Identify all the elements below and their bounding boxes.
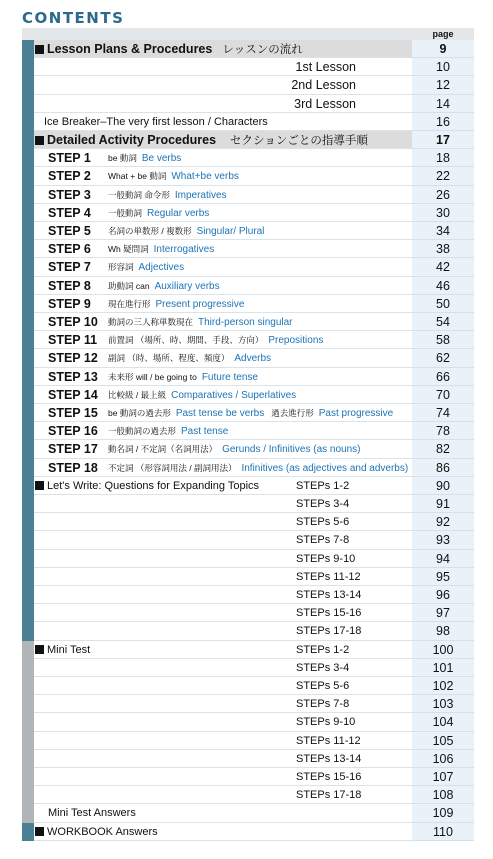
entry-content [34, 641, 412, 659]
entry-content [34, 113, 412, 131]
step-japanese: be 動詞 [108, 153, 137, 164]
heading-japanese: レッスンの流れ [222, 44, 303, 56]
heading-japanese: セクションごとの指導手順 [230, 135, 368, 147]
toc-row-ice-breaker[interactable] [22, 113, 474, 131]
section-bar [22, 641, 34, 659]
section-bar [22, 368, 34, 386]
step-english: Comparatives / Superlatives [171, 389, 297, 401]
page-title: CONTENTS [22, 9, 125, 27]
toc-row-lets-write[interactable] [22, 568, 474, 586]
section-bar [22, 204, 34, 222]
step-english: Present progressive [155, 298, 245, 310]
entry-content [34, 149, 412, 167]
entry-content [34, 459, 412, 477]
toc-row-step[interactable] [22, 386, 474, 404]
mini-test-heading [35, 641, 90, 659]
step-label: STEP 12 [48, 351, 98, 366]
step-range: STEPs 17-18 [296, 625, 362, 638]
section-bar [22, 149, 34, 167]
page-number: 107 [412, 768, 474, 786]
toc-row-mini-test[interactable] [22, 732, 474, 750]
entry-content [34, 131, 412, 149]
page-number: 38 [412, 240, 474, 258]
section-bar [22, 113, 34, 131]
step-description [108, 222, 264, 241]
heading-text: Let's Write: Questions for Expanding Topics [47, 479, 260, 492]
page-number: 26 [412, 186, 474, 204]
page-number: 17 [412, 131, 474, 149]
toc-row-step[interactable] [22, 167, 474, 185]
step-range: STEPs 5-6 [296, 516, 350, 529]
step-range: STEPs 7-8 [296, 698, 350, 711]
black-square-bullet-icon [35, 645, 44, 654]
step-label: STEP 1 [48, 151, 91, 166]
page-number: 9 [412, 40, 474, 58]
page-number: 62 [412, 349, 474, 367]
entry-content [34, 568, 412, 586]
toc-row-mini-test[interactable] [22, 768, 474, 786]
toc-row-lets-write[interactable] [22, 477, 474, 495]
step-description [108, 386, 296, 405]
step-range: STEPs 7-8 [296, 534, 350, 547]
step-english: Past tense be verbs [175, 408, 265, 419]
step-label: STEP 9 [48, 296, 91, 311]
toc-row-lesson[interactable] [22, 76, 474, 94]
step-description [108, 186, 227, 205]
entry-content [34, 277, 412, 295]
step-description [108, 313, 293, 332]
entry-content [34, 204, 412, 222]
entry-content [34, 513, 412, 531]
toc-row-step[interactable] [22, 186, 474, 204]
heading-text: Mini Test [47, 643, 91, 656]
entry-content [34, 786, 412, 804]
section-bar [22, 550, 34, 568]
page-number: 104 [412, 713, 474, 731]
step-range: STEPs 15-16 [296, 607, 362, 620]
section-bar [22, 786, 34, 804]
step-english: Imperatives [174, 189, 227, 201]
step-range: STEPs 17-18 [296, 789, 362, 802]
section-bar [22, 677, 34, 695]
step-japanese: What + be 動詞 [108, 171, 167, 182]
entry-content [34, 659, 412, 677]
entry-content [34, 186, 412, 204]
entry-content [34, 750, 412, 768]
section-bar [22, 695, 34, 713]
section-bar [22, 422, 34, 440]
section-bar [22, 167, 34, 185]
step-english: Adjectives [138, 262, 185, 274]
step-label: STEP 7 [48, 260, 91, 275]
page-number: 22 [412, 167, 474, 185]
step-label: STEP 8 [48, 278, 91, 293]
step-japanese: 前置詞 （場所、時、期間、手段、方向） [108, 335, 264, 346]
step-range: STEPs 1-2 [296, 479, 350, 492]
page-number: 74 [412, 404, 474, 422]
section-bar [22, 240, 34, 258]
step-japanese: 一般動詞 命令形 [108, 189, 170, 200]
toc-row-step[interactable] [22, 368, 474, 386]
entry-content [34, 76, 412, 94]
page-number: 12 [412, 76, 474, 94]
toc-row-lets-write[interactable] [22, 586, 474, 604]
section-bar [22, 732, 34, 750]
toc-row-mini-test[interactable] [22, 659, 474, 677]
step-description [108, 295, 244, 314]
page-number: 100 [412, 641, 474, 659]
entry-content [34, 440, 412, 458]
page-number: 101 [412, 659, 474, 677]
step-english: Interrogatives [153, 244, 215, 256]
activity-heading [35, 131, 368, 150]
section-bar [22, 404, 34, 422]
section-bar [22, 713, 34, 731]
entry-content [34, 677, 412, 695]
black-square-bullet-icon [35, 136, 44, 145]
section-bar [22, 40, 34, 58]
section-bar [22, 513, 34, 531]
step-range: STEPs 13-14 [296, 752, 362, 765]
page-number: 54 [412, 313, 474, 331]
toc-row-workbook-answers[interactable] [22, 823, 474, 841]
table-header [22, 28, 474, 40]
page-number: 96 [412, 586, 474, 604]
entry-content [34, 804, 412, 822]
page-number: 108 [412, 786, 474, 804]
page-number: 82 [412, 440, 474, 458]
step-description [108, 149, 181, 168]
page-number: 98 [412, 622, 474, 640]
step-description [108, 240, 214, 259]
step-description [108, 440, 361, 459]
step-label: STEP 14 [48, 387, 98, 402]
step-label: STEP 2 [48, 169, 91, 184]
step-english: Infinitives (as adjectives and adverbs) [241, 462, 409, 474]
entry-content [34, 313, 412, 331]
section-bar [22, 258, 34, 276]
step-japanese: 現在進行形 [108, 298, 151, 309]
step-description [108, 368, 258, 387]
page-number: 46 [412, 277, 474, 295]
step-english: Be verbs [141, 153, 182, 165]
section-bar [22, 768, 34, 786]
lesson-label: 2nd Lesson [291, 78, 356, 93]
step-description [108, 331, 323, 350]
step-description [108, 404, 393, 423]
page-number: 106 [412, 750, 474, 768]
black-square-bullet-icon [35, 45, 44, 54]
entry-content [34, 604, 412, 622]
step-range: STEPs 9-10 [296, 716, 356, 729]
step-label: STEP 16 [48, 424, 98, 439]
section-bar [22, 222, 34, 240]
page-number: 103 [412, 695, 474, 713]
section-bar [22, 386, 34, 404]
step-english: Regular verbs [147, 207, 210, 219]
heading-english: Detailed Activity Procedures [47, 133, 217, 147]
step-english: What+be verbs [171, 171, 239, 183]
step-english: Adverbs [234, 353, 272, 365]
toc-row-lets-write[interactable] [22, 622, 474, 640]
step-label: STEP 11 [48, 333, 98, 348]
entry-content [34, 768, 412, 786]
step-english: Third-person singular [198, 317, 293, 328]
step-description [108, 167, 239, 186]
header-bar [22, 28, 412, 40]
step-japanese: 一般動詞 [108, 207, 143, 218]
page-number: 30 [412, 204, 474, 222]
page-number: 94 [412, 550, 474, 568]
section-bar [22, 295, 34, 313]
section-bar [22, 331, 34, 349]
section-bar [22, 349, 34, 367]
step-english: Past progressive [318, 408, 394, 419]
step-japanese: 副詞 （時、場所、程度、頻度） [108, 353, 230, 364]
step-range: STEPs 3-4 [296, 661, 350, 674]
step-japanese: 比較級 / 最上級 [108, 389, 167, 400]
step-japanese: 未来形 will / be going to [108, 371, 197, 382]
toc-row-step[interactable] [22, 149, 474, 167]
page-number: 109 [412, 804, 474, 822]
workbook-answers-heading [35, 823, 158, 841]
toc-row-mini-test[interactable] [22, 750, 474, 768]
toc-row-mini-test[interactable] [22, 695, 474, 713]
page-number: 70 [412, 386, 474, 404]
entry-content [34, 295, 412, 313]
lesson-plans-heading [35, 40, 303, 59]
toc-row-step[interactable] [22, 258, 474, 276]
toc-row-step[interactable] [22, 459, 474, 477]
section-bar [22, 531, 34, 549]
entry-content [34, 713, 412, 731]
lets-write-heading [35, 477, 259, 495]
step-label: STEP 3 [48, 187, 91, 202]
section-bar [22, 58, 34, 76]
mini-test-answers-label: Mini Test Answers [48, 807, 136, 820]
step-label: STEP 18 [48, 460, 98, 475]
step-label: STEP 17 [48, 442, 98, 457]
step-english: Singular/ Plural [196, 226, 265, 237]
ice-breaker-label: Ice Breaker–The very first lesson / Characters [44, 115, 268, 128]
step-range: STEPs 15-16 [296, 771, 362, 783]
page-number: 50 [412, 295, 474, 313]
heading-english: Lesson Plans & Procedures [47, 42, 213, 56]
toc-row-step[interactable] [22, 349, 474, 367]
step-japanese: 形容詞 [108, 262, 134, 273]
toc-row-lets-write[interactable] [22, 513, 474, 531]
section-bar [22, 604, 34, 622]
step-label: STEP 13 [48, 369, 98, 384]
entry-content [34, 368, 412, 386]
entry-content [34, 349, 412, 367]
entry-content [34, 732, 412, 750]
step-range: STEPs 1-2 [296, 643, 350, 656]
contents-table [22, 28, 474, 846]
step-description [108, 349, 271, 368]
step-description [108, 459, 408, 478]
page-number: 66 [412, 368, 474, 386]
page-number: 91 [412, 495, 474, 513]
toc-row-step[interactable] [22, 222, 474, 240]
entry-content [34, 422, 412, 440]
entry-content [34, 258, 412, 276]
entry-content [34, 586, 412, 604]
page-number: 14 [412, 95, 474, 113]
toc-row-mini-test[interactable] [22, 677, 474, 695]
step-english: Gerunds / Infinitives (as nouns) [222, 444, 361, 456]
page-number: 105 [412, 732, 474, 750]
black-square-bullet-icon [35, 827, 44, 836]
toc-row-lets-write[interactable] [22, 604, 474, 622]
section-bar [22, 477, 34, 495]
entry-content [34, 695, 412, 713]
section-bar [22, 440, 34, 458]
page-number: 58 [412, 331, 474, 349]
step-description [108, 204, 209, 223]
step-japanese: 動詞の三人称単数現在 [108, 317, 194, 327]
entry-content [34, 240, 412, 258]
page-number: 86 [412, 459, 474, 477]
heading-text: WORKBOOK Answers [47, 825, 158, 838]
entry-content [34, 495, 412, 513]
entry-content [34, 167, 412, 185]
step-english: Prepositions [268, 335, 324, 347]
section-heading-lesson-plans[interactable] [22, 40, 474, 58]
entry-content [34, 550, 412, 568]
toc-row-step[interactable] [22, 204, 474, 222]
page-number: 78 [412, 422, 474, 440]
step-japanese: 不定詞 （形容詞用法 / 副詞用法） [108, 462, 237, 473]
step-label: STEP 10 [48, 315, 98, 329]
entry-content [34, 95, 412, 113]
step-japanese: 動名詞 / 不定詞（名詞用法） [108, 444, 218, 455]
step-range: STEPs 5-6 [296, 680, 350, 692]
step-japanese: 助動詞 can [108, 280, 150, 291]
toc-row-step[interactable] [22, 331, 474, 349]
page-number: 18 [412, 149, 474, 167]
section-bar [22, 76, 34, 94]
section-bar [22, 659, 34, 677]
toc-row-mini-test[interactable] [22, 786, 474, 804]
step-range: STEPs 3-4 [296, 498, 350, 510]
entry-content [34, 531, 412, 549]
page-number: 90 [412, 477, 474, 495]
entry-content [34, 58, 412, 76]
step-japanese: 一般動詞の過去形 [108, 426, 177, 437]
section-bar [22, 823, 34, 841]
toc-row-step[interactable] [22, 440, 474, 458]
step-label: STEP 15 [48, 406, 98, 420]
toc-row-lets-write[interactable] [22, 531, 474, 549]
step-japanese: 名詞の単数形 / 複数形 [108, 226, 192, 236]
section-heading-activity[interactable] [22, 131, 474, 149]
page-number: 34 [412, 222, 474, 240]
step-english: Auxiliary verbs [154, 280, 220, 292]
page-number: 10 [412, 58, 474, 76]
step-range: STEPs 13-14 [296, 589, 362, 601]
step-description [108, 422, 228, 441]
section-bar [22, 459, 34, 477]
entry-content [34, 40, 412, 58]
page-number: 42 [412, 258, 474, 276]
toc-row-lets-write[interactable] [22, 550, 474, 568]
step-range: STEPs 9-10 [296, 552, 356, 565]
entry-content [34, 222, 412, 240]
page-number: 102 [412, 677, 474, 695]
page-number: 110 [412, 823, 474, 841]
toc-row-step[interactable] [22, 313, 474, 331]
toc-row-lesson[interactable] [22, 58, 474, 76]
step-description [108, 277, 220, 296]
section-bar [22, 586, 34, 604]
section-bar [22, 95, 34, 113]
lesson-label: 3rd Lesson [294, 96, 356, 111]
entry-content [34, 622, 412, 640]
step-range: STEPs 11-12 [296, 570, 361, 583]
lesson-label: 1st Lesson [295, 60, 356, 75]
toc-row-mini-test[interactable] [22, 641, 474, 659]
toc-row-mini-test[interactable] [22, 713, 474, 731]
section-bar [22, 750, 34, 768]
step-label: STEP 4 [48, 205, 91, 220]
page-number: 95 [412, 568, 474, 586]
toc-row-step[interactable] [22, 422, 474, 440]
step-japanese: be 動詞の過去形 [108, 408, 171, 418]
step-range: STEPs 11-12 [296, 734, 361, 747]
section-bar [22, 186, 34, 204]
step-english: Future tense [201, 371, 258, 383]
toc-row-step[interactable] [22, 240, 474, 258]
step-description [108, 258, 184, 277]
black-square-bullet-icon [35, 481, 44, 490]
section-bar [22, 804, 34, 822]
toc-row-step[interactable] [22, 277, 474, 295]
step-japanese: 過去進行形 [271, 408, 314, 418]
step-label: STEP 6 [48, 242, 91, 257]
entry-content [34, 477, 412, 495]
step-english: Past tense [181, 426, 229, 438]
toc-row-mini-test-answers[interactable] [22, 804, 474, 822]
step-japanese: Wh 疑問詞 [108, 244, 149, 255]
section-bar [22, 131, 34, 149]
page-number: 92 [412, 513, 474, 531]
entry-content [34, 404, 412, 422]
toc-row-step[interactable] [22, 404, 474, 422]
section-bar [22, 495, 34, 513]
section-bar [22, 313, 34, 331]
toc-row-lesson[interactable] [22, 95, 474, 113]
entry-content [34, 823, 412, 841]
page-number: 16 [412, 113, 474, 131]
step-label: STEP 5 [48, 224, 91, 238]
page-number: 97 [412, 604, 474, 622]
section-bar [22, 622, 34, 640]
section-bar [22, 277, 34, 295]
toc-row-step[interactable] [22, 295, 474, 313]
page-number: 93 [412, 531, 474, 549]
section-bar [22, 568, 34, 586]
entry-content [34, 386, 412, 404]
toc-row-lets-write[interactable] [22, 495, 474, 513]
page-column-header: page [412, 28, 474, 40]
entry-content [34, 331, 412, 349]
